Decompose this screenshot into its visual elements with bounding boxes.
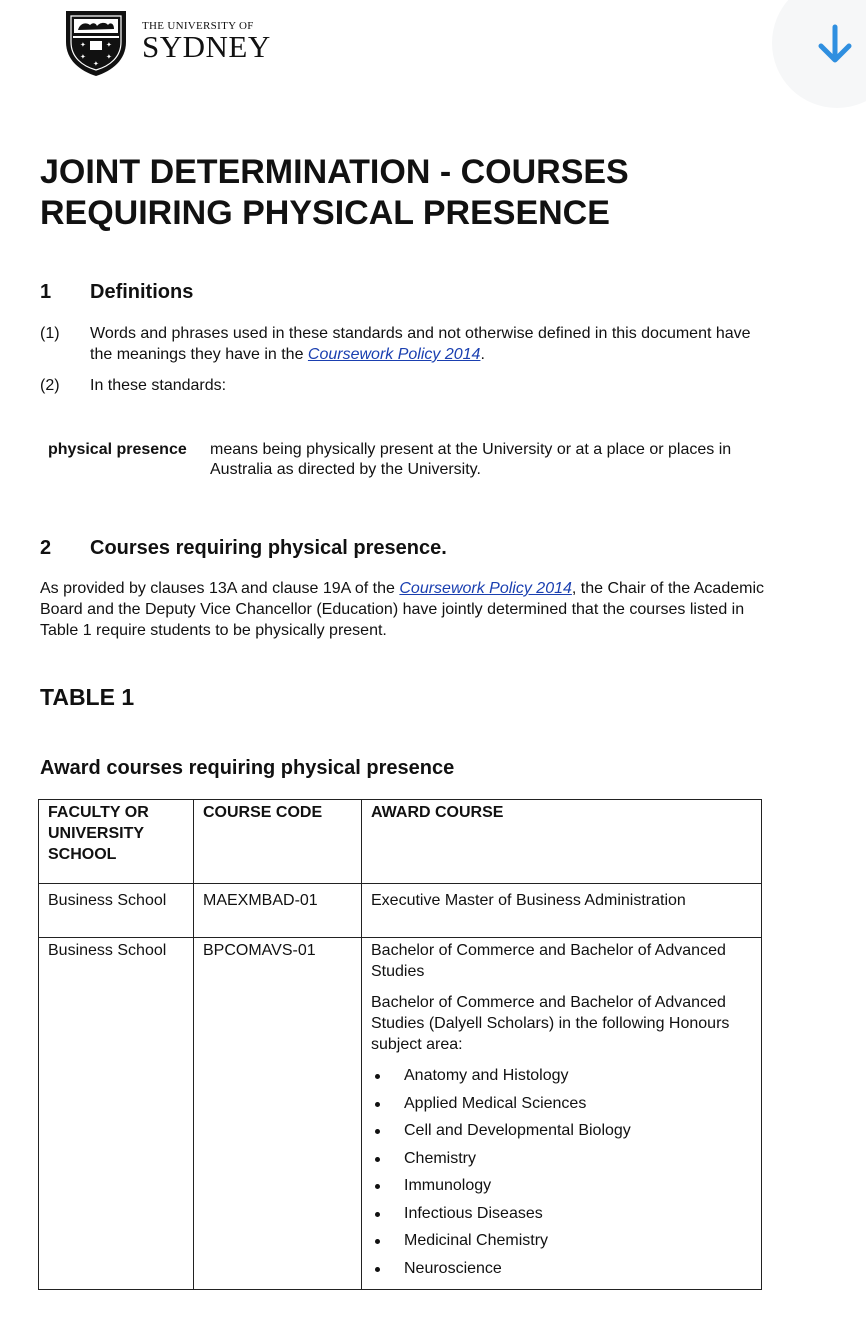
list-item: Immunology (371, 1175, 753, 1203)
list-item: Anatomy and Histology (371, 1065, 753, 1093)
header-faculty: FACULTY OR UNIVERSITY SCHOOL (39, 800, 194, 884)
clause-text-part: Words and phrases used in these standards and not otherwise defined in this document have the meanings they have in the (90, 325, 751, 363)
download-button[interactable] (772, 0, 866, 108)
cell-faculty: Business School (39, 884, 194, 938)
section-number: 2 (40, 537, 52, 559)
body-text-end: , the Chair of the Academic Board and the Deputy Vice Chancellor (Education) have jointly determined that the courses listed in Table 1 require students to be physically present. (40, 580, 764, 639)
clause-text-end: . (480, 346, 485, 363)
award-course-honours: Bachelor of Commerce and Bachelor of Advanced Studies (Dalyell Scholars) in the following Honours subject area: (371, 994, 730, 1053)
section-1-heading (40, 281, 193, 304)
table-caption: Award courses requiring physical presence (40, 757, 455, 779)
cell-course-code: MAEXMBAD-01 (194, 884, 362, 938)
university-logo (62, 8, 271, 78)
courses-table (38, 799, 762, 1290)
honours-subject-list (371, 1065, 753, 1285)
section-title: Courses requiring physical presence. (90, 537, 447, 559)
table-header-row (39, 800, 762, 884)
cell-course-code: BPCOMAVS-01 (194, 938, 362, 1290)
definition-clause-1 (40, 323, 760, 365)
body-text-part: As provided by clauses 13A and clause 19A of the (40, 580, 400, 597)
section-number: 1 (40, 281, 52, 303)
svg-text:✦: ✦ (93, 60, 99, 68)
svg-text:✦: ✦ (106, 41, 112, 49)
university-crest-icon (62, 8, 130, 78)
header-course-code: COURSE CODE (194, 800, 362, 884)
clause-text (90, 323, 760, 365)
section-title: Definitions (90, 281, 194, 303)
clause-text: In these standards: (90, 377, 227, 394)
header-award-course: AWARD COURSE (362, 800, 762, 884)
svg-text:✦: ✦ (80, 41, 86, 49)
award-course-name: Bachelor of Commerce and Bachelor of Advanced Studies (371, 942, 726, 980)
list-item: Medicinal Chemistry (371, 1230, 753, 1258)
clause-number: (2) (40, 377, 60, 394)
list-item: Infectious Diseases (371, 1203, 753, 1231)
table-label: TABLE 1 (40, 684, 135, 710)
definition-entry (48, 440, 750, 480)
definition-term: physical presence (48, 441, 187, 458)
logo-big-text: SYDNEY (142, 29, 271, 64)
svg-text:✦: ✦ (80, 53, 86, 61)
list-item: Cell and Developmental Biology (371, 1120, 753, 1148)
coursework-policy-link[interactable]: Coursework Policy 2014 (307, 346, 481, 363)
definition-meaning: means being physically present at the University or at a place or places in Australia as directed by the University. (210, 441, 732, 478)
title-line-1: JOINT DETERMINATION - COURSES (40, 153, 629, 191)
logo-small-text: THE UNIVERSITY OF (142, 20, 254, 32)
table-row (39, 938, 762, 1290)
section-2-heading (40, 537, 447, 560)
cell-award-course (362, 938, 762, 1290)
title-line-2: REQUIRING PHYSICAL PRESENCE (40, 194, 610, 232)
document-title (40, 152, 740, 234)
coursework-policy-link[interactable]: Coursework Policy 2014 (399, 580, 572, 597)
clause-number: (1) (40, 325, 60, 342)
svg-text:✦: ✦ (106, 53, 112, 61)
list-item: Neuroscience (371, 1258, 753, 1286)
definition-clause-2 (40, 375, 760, 396)
cell-award-course: Executive Master of Business Administration (362, 884, 762, 938)
list-item: Chemistry (371, 1148, 753, 1176)
list-item: Applied Medical Sciences (371, 1093, 753, 1121)
section-2-body (40, 578, 770, 641)
cell-faculty: Business School (39, 938, 194, 1290)
table-row (39, 884, 762, 938)
download-arrow-icon (816, 24, 854, 66)
